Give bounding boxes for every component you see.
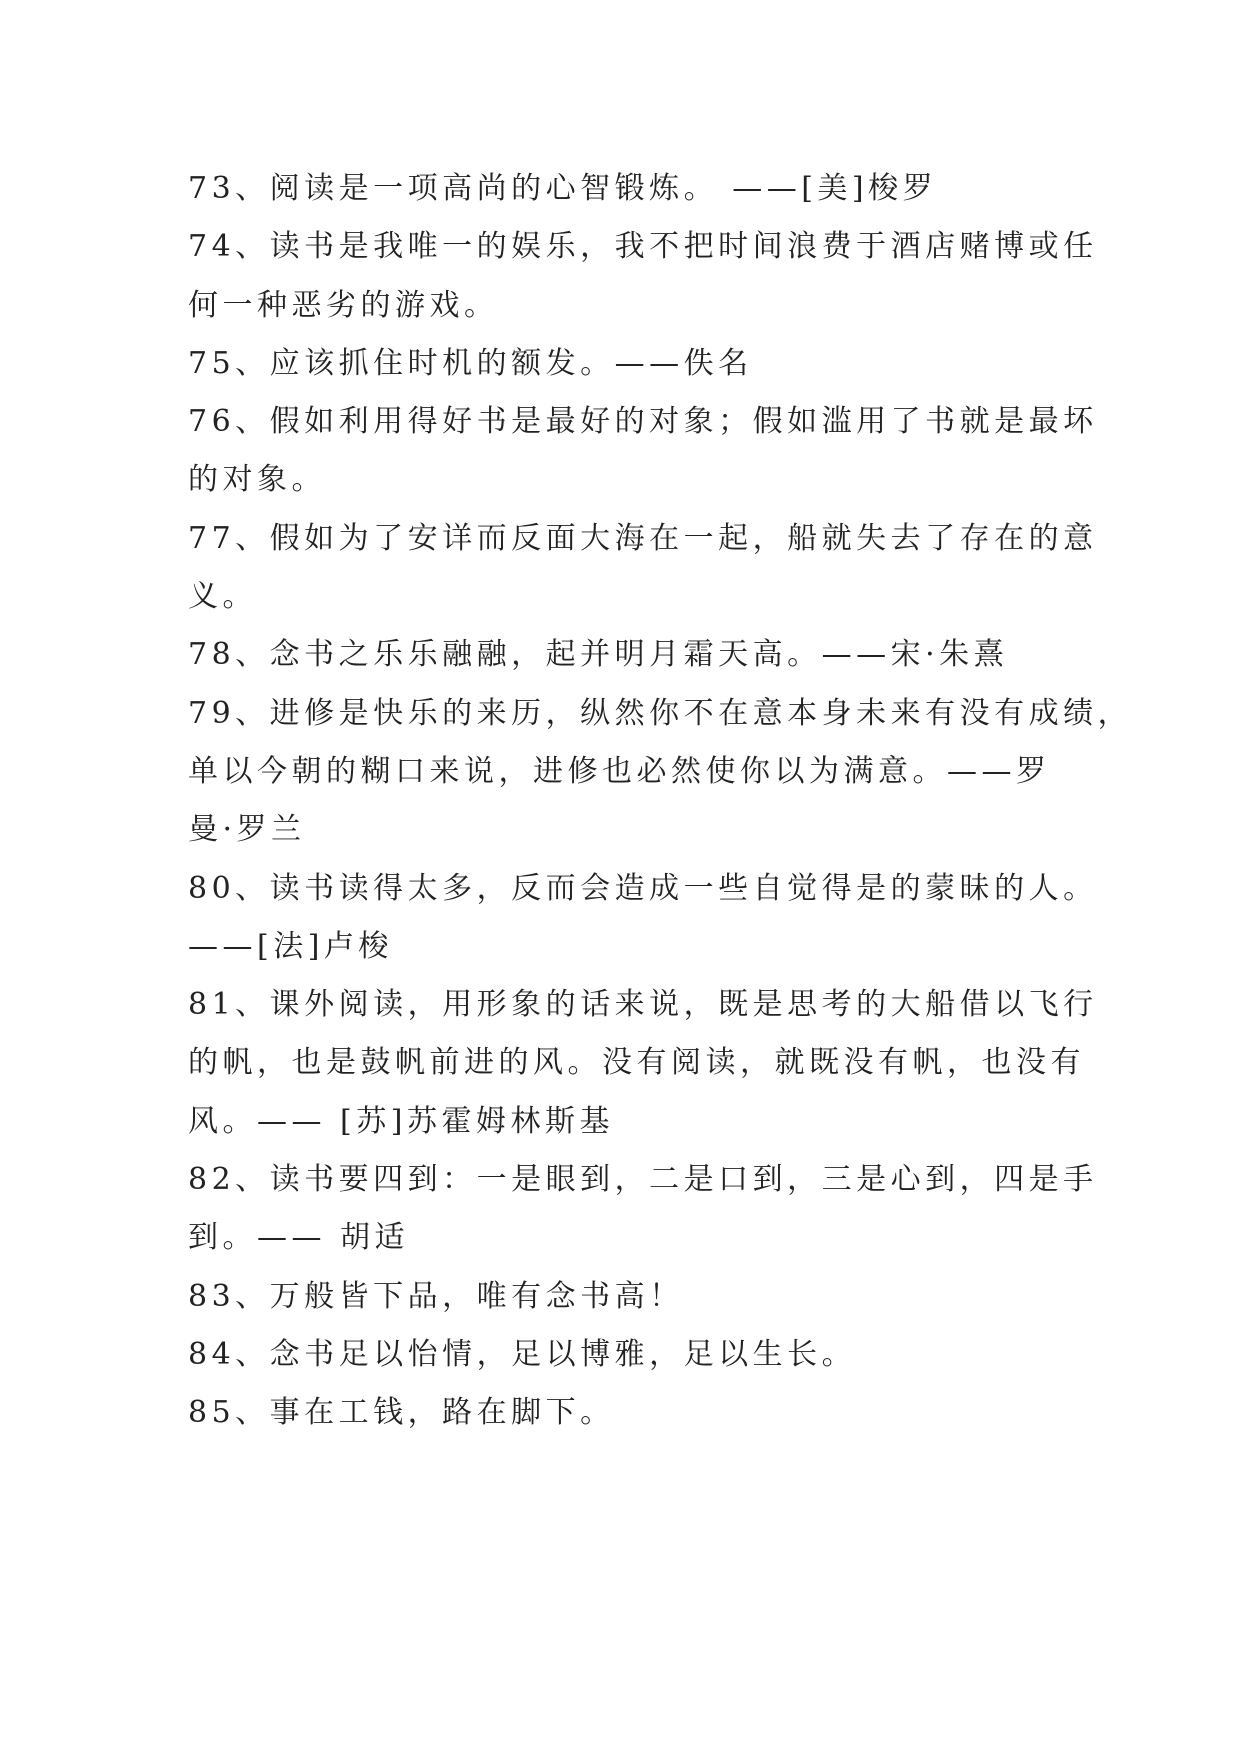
text-line-74a: 74、读书是我唯一的娱乐，我不把时间浪费于酒店赌博或任 bbox=[188, 229, 1098, 265]
text-line-85: 85、事在工钱，路在脚下。 bbox=[188, 1395, 615, 1431]
quote-list bbox=[188, 160, 1133, 1443]
text-line-77b: 义。 bbox=[188, 579, 257, 615]
text-line-82a: 82、读书要四到：一是眼到，二是口到，三是心到，四是手 bbox=[188, 1162, 1098, 1198]
text-line-79c: 曼·罗兰 bbox=[188, 812, 306, 848]
text-line-73: 73、阅读是一项高尚的心智锻炼。 ——[美]梭罗 bbox=[188, 171, 938, 206]
text-line-81a: 81、课外阅读，用形象的话来说，既是思考的大船借以飞行 bbox=[188, 987, 1098, 1023]
text-line-80a: 80、读书读得太多，反而会造成一些自觉得是的蒙昧的人。 bbox=[188, 870, 1098, 906]
text-line-82b: 到。—— 胡适 bbox=[188, 1220, 410, 1256]
text-line-78: 78、念书之乐乐融融，起并明月霜天高。——宋·朱熹 bbox=[188, 637, 1009, 673]
text-line-76b: 的对象。 bbox=[188, 462, 326, 498]
text-line-83: 83、万般皆下品，唯有念书高！ bbox=[188, 1278, 684, 1314]
text-line-80b: ——[法]卢梭 bbox=[188, 928, 393, 964]
text-line-77a: 77、假如为了安详而反面大海在一起，船就失去了存在的意 bbox=[188, 520, 1098, 556]
text-line-81c: 风。—— [苏]苏霍姆林斯基 bbox=[188, 1103, 614, 1139]
text-line-84: 84、念书足以怡情，足以博雅，足以生长。 bbox=[188, 1336, 857, 1372]
text-line-75: 75、应该抓住时机的额发。——佚名 bbox=[188, 345, 753, 381]
text-line-74b: 何一种恶劣的游戏。 bbox=[188, 287, 499, 323]
text-line-79b: 单以今朝的糊口来说，进修也必然使你以为满意。——罗 bbox=[188, 753, 1051, 789]
text-line-76a: 76、假如利用得好书是最好的对象；假如滥用了书就是最坏 bbox=[188, 404, 1098, 440]
text-line-79a: 79、进修是快乐的来历，纵然你不在意本身未来有没有成绩， bbox=[188, 695, 1133, 731]
text-line-81b: 的帆，也是鼓帆前进的风。没有阅读，就既没有帆，也没有 bbox=[188, 1045, 1085, 1081]
